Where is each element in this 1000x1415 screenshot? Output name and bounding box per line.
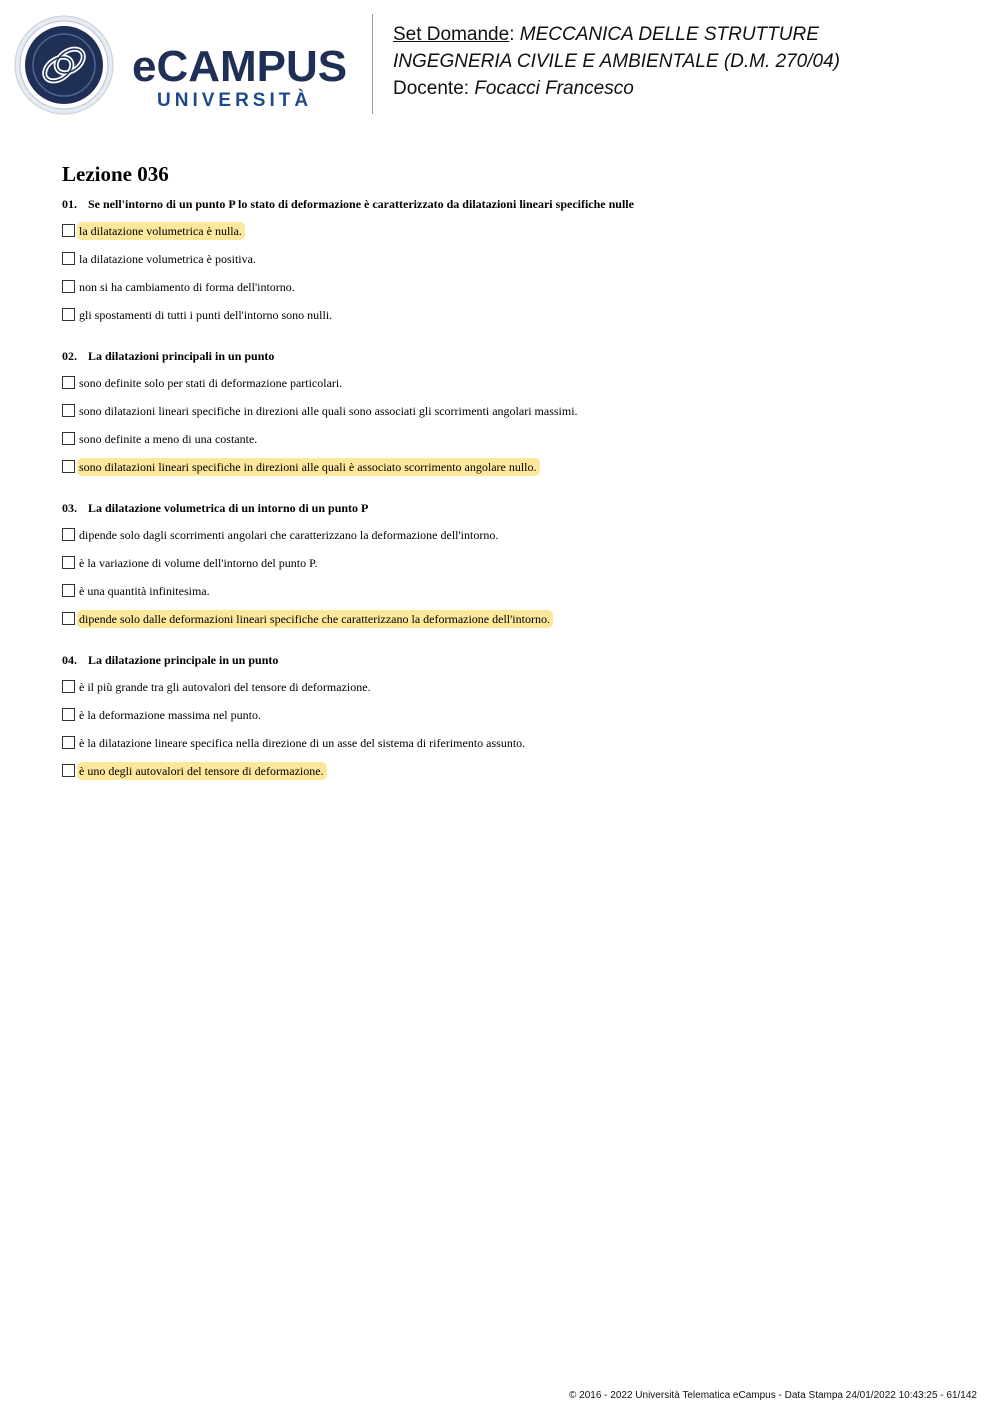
header-divider bbox=[372, 14, 373, 114]
question-number: 02. bbox=[62, 349, 77, 363]
answer-option[interactable] bbox=[62, 706, 962, 734]
answer-text: è il più grande tra gli autovalori del tensore di deformazione. bbox=[79, 680, 371, 694]
question-01 bbox=[62, 196, 962, 334]
answer-option[interactable] bbox=[62, 278, 962, 306]
question-number: 01. bbox=[62, 197, 77, 211]
question-list bbox=[62, 196, 962, 790]
question-03 bbox=[62, 500, 962, 638]
answer-checkbox[interactable] bbox=[62, 680, 75, 693]
course-title: MECCANICA DELLE STRUTTURE bbox=[519, 24, 819, 45]
answer-text-highlighted: dipende solo dalle deformazioni lineari specifiche che caratterizzano la deformazione dell'intorno. bbox=[77, 610, 553, 628]
answer-option[interactable] bbox=[62, 458, 962, 486]
question-number: 04. bbox=[62, 653, 77, 667]
answer-text: dipende solo dagli scorrimenti angolari che caratterizzano la deformazione dell'intorno. bbox=[79, 528, 499, 542]
lesson-title: Lezione 036 bbox=[62, 162, 169, 186]
teacher-line bbox=[393, 75, 840, 102]
set-line bbox=[393, 21, 840, 48]
answer-checkbox[interactable] bbox=[62, 612, 75, 625]
brand-wordmark: eCAMPUS bbox=[132, 42, 348, 91]
answer-text-highlighted: è uno degli autovalori del tensore di deformazione. bbox=[77, 762, 327, 780]
answer-checkbox[interactable] bbox=[62, 404, 75, 417]
answer-checkbox[interactable] bbox=[62, 432, 75, 445]
answer-text: sono definite solo per stati di deformazione particolari. bbox=[79, 376, 343, 390]
answer-option[interactable] bbox=[62, 306, 962, 334]
question-number: 03. bbox=[62, 501, 77, 515]
answer-checkbox[interactable] bbox=[62, 556, 75, 569]
answer-option[interactable] bbox=[62, 734, 962, 762]
answer-option[interactable] bbox=[62, 430, 962, 458]
question-text: Se nell'intorno di un punto P lo stato di deformazione è caratterizzato da dilatazioni lineari specifiche nulle bbox=[88, 197, 634, 211]
answer-text: è una quantità infinitesima. bbox=[79, 584, 210, 598]
answer-text: non si ha cambiamento di forma dell'intorno. bbox=[79, 280, 295, 294]
answer-option[interactable] bbox=[62, 402, 962, 430]
answer-option[interactable] bbox=[62, 582, 962, 610]
teacher-label: Docente: bbox=[393, 78, 470, 99]
answer-checkbox[interactable] bbox=[62, 764, 75, 777]
set-label: Set Domande bbox=[393, 24, 510, 45]
answer-checkbox[interactable] bbox=[62, 224, 75, 237]
teacher-name: Focacci Francesco bbox=[474, 78, 634, 99]
question-title bbox=[62, 652, 962, 668]
page-header bbox=[0, 0, 1000, 130]
answer-checkbox[interactable] bbox=[62, 308, 75, 321]
question-title bbox=[62, 500, 962, 516]
answer-checkbox[interactable] bbox=[62, 528, 75, 541]
brand-subtitle: UNIVERSITÀ bbox=[157, 90, 313, 111]
answer-option[interactable] bbox=[62, 222, 962, 250]
question-title bbox=[62, 348, 962, 364]
answer-text: è la variazione di volume dell'intorno del punto P. bbox=[79, 556, 318, 570]
answer-option[interactable] bbox=[62, 610, 962, 638]
question-02 bbox=[62, 348, 962, 486]
answer-option[interactable] bbox=[62, 250, 962, 278]
answer-text: è la dilatazione lineare specifica nella direzione di un asse del sistema di riferimento assunto. bbox=[79, 736, 526, 750]
quiz-content bbox=[62, 162, 962, 804]
answer-text: sono definite a meno di una costante. bbox=[79, 432, 258, 446]
answer-checkbox[interactable] bbox=[62, 584, 75, 597]
ecampus-seal-icon bbox=[15, 16, 113, 114]
answer-checkbox[interactable] bbox=[62, 736, 75, 749]
set-colon: : bbox=[509, 24, 515, 45]
answer-text: sono dilatazioni lineari specifiche in direzioni alle quali sono associati gli scorrimenti angolari massimi. bbox=[79, 404, 578, 418]
question-text: La dilatazione principale in un punto bbox=[88, 653, 279, 667]
question-title bbox=[62, 196, 962, 212]
answer-text-highlighted: sono dilatazioni lineari specifiche in direzioni alle quali è associato scorrimento angolare nullo. bbox=[77, 458, 540, 476]
ecampus-logo bbox=[14, 14, 359, 116]
answer-checkbox[interactable] bbox=[62, 376, 75, 389]
answer-text-highlighted: la dilatazione volumetrica è nulla. bbox=[77, 222, 245, 240]
answer-text: la dilatazione volumetrica è positiva. bbox=[79, 252, 256, 266]
answer-checkbox[interactable] bbox=[62, 708, 75, 721]
question-text: La dilatazioni principali in un punto bbox=[88, 349, 275, 363]
answer-text: gli spostamenti di tutti i punti dell'intorno sono nulli. bbox=[79, 308, 333, 322]
answer-checkbox[interactable] bbox=[62, 280, 75, 293]
question-04 bbox=[62, 652, 962, 790]
answer-option[interactable] bbox=[62, 762, 962, 790]
set-info bbox=[393, 21, 840, 102]
answer-option[interactable] bbox=[62, 526, 962, 554]
answer-checkbox[interactable] bbox=[62, 252, 75, 265]
answer-checkbox[interactable] bbox=[62, 460, 75, 473]
answer-option[interactable] bbox=[62, 374, 962, 402]
answer-option[interactable] bbox=[62, 678, 962, 706]
program-title: INGEGNERIA CIVILE E AMBIENTALE (D.M. 270/04) bbox=[393, 51, 840, 72]
question-text: La dilatazione volumetrica di un intorno di un punto P bbox=[88, 501, 369, 515]
page-footer: © 2016 - 2022 Università Telematica eCampus - Data Stampa 24/01/2022 10:43:25 - 61/142 bbox=[569, 1390, 977, 1401]
answer-option[interactable] bbox=[62, 554, 962, 582]
answer-text: è la deformazione massima nel punto. bbox=[79, 708, 261, 722]
